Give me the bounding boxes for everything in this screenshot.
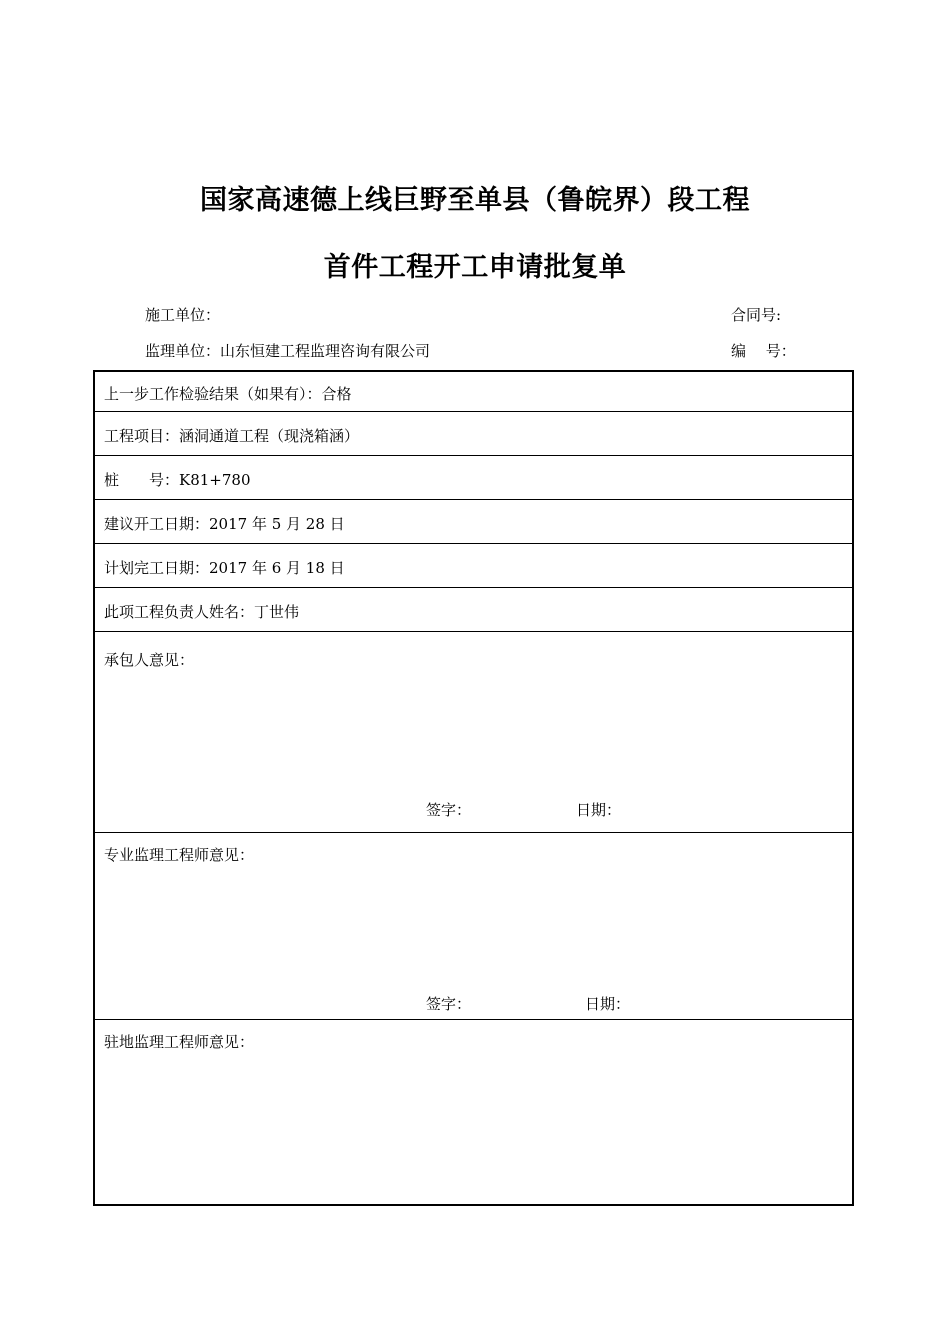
row-project-item [95, 412, 852, 456]
contract-no-label: 合同号: [731, 306, 782, 324]
contractor-sign-label: 签字： [426, 801, 472, 819]
serial-no-label: 编 号： [731, 342, 796, 360]
specialist-sign-label: 签字： [426, 995, 472, 1013]
document-title-line2: 首件工程开工申请批复单 [323, 252, 627, 283]
contractor-opinion-label: 承包人意见： [104, 651, 195, 669]
row-specialist-opinion [95, 833, 852, 1020]
row-resident-opinion [95, 1020, 852, 1206]
planned-finish-text: 计划完工日期：2017 年 6 月 18 日 [104, 559, 345, 577]
row-proposed-start [95, 500, 852, 544]
previous-result-text: 上一步工作检验结果（如果有）：合格 [104, 385, 352, 403]
contractor-date-label: 日期： [576, 801, 622, 819]
specialist-opinion-label: 专业监理工程师意见： [104, 846, 255, 864]
specialist-date-label: 日期： [585, 995, 631, 1013]
proposed-start-text: 建议开工日期：2017 年 5 月 28 日 [104, 515, 345, 533]
supervision-unit-label: 监理单位：山东恒建工程监理咨询有限公司 [145, 342, 431, 360]
construction-unit-label: 施工单位： [145, 306, 221, 324]
row-person-in-charge [95, 588, 852, 632]
person-in-charge-text: 此项工程负责人姓名：丁世伟 [104, 603, 300, 621]
row-planned-finish [95, 544, 852, 588]
station-no-text: 桩 号：K81+780 [104, 471, 251, 489]
row-station-no [95, 456, 852, 500]
project-item-text: 工程项目：涵洞通道工程（现浇箱涵） [104, 427, 360, 445]
resident-opinion-label: 驻地监理工程师意见： [104, 1033, 255, 1051]
row-previous-result [95, 372, 852, 412]
application-form-table [93, 370, 854, 1206]
row-contractor-opinion [95, 632, 852, 833]
document-title-line1: 国家高速德上线巨野至单县（鲁皖界）段工程 [200, 185, 750, 216]
